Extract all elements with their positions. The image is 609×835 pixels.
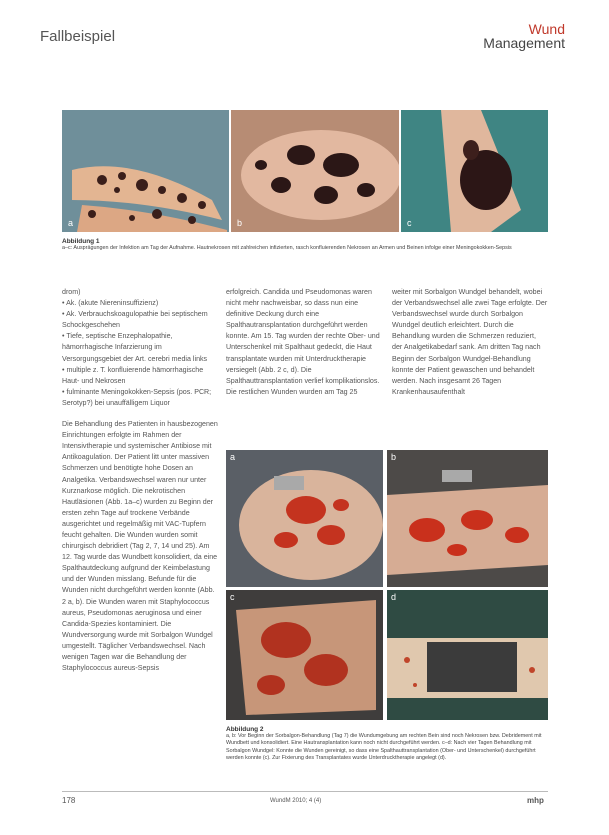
wound-before-image (226, 450, 383, 587)
figure2-caption-text: a, b: Vor Beginn der Sorbalgon-Behandlung (Tag 7) die Wundumgebung am rechten Bein sind noch Nekrosen bzw. Debridement mit Wundbett und konsolidiert. Eine Hautransplantation kann noch nicht durchgeführt werden. c–d: Nach vier Tagen Behandlung mit Sorbalgon Wundgel: Konnte die Wunden gereinigt, so dass eine Spalthauttransplantation (Ober- und Unterschenkel) durchgeführt werden konnte (c). Zur Fixierung des Transplantates wurde Unterdrucktherapie angelegt (d). (226, 733, 542, 762)
left-text-column (62, 287, 218, 674)
figure2-caption-title: Abbildung 2 (226, 726, 264, 733)
arm-necrosis-image (401, 110, 548, 232)
middle-text-column (226, 287, 382, 398)
panel-label: b (391, 452, 397, 462)
right-body-paragraph: weiter mit Sorbalgon Wundgel behandelt, wobei der Verbandswechsel alle zwei Tage erfolgte. Der Verbandswechsel wurde durch Sorbalgon Wundgel deutlich erleichtert. Durch die Behandlung wurden die Schmerzen reduziert, der Analgetikabedarf sank. Am dritten Tag nach Beginn der Sorbalgon Wundgel-Behandlung konnte der Patient gewaschen und behandelt werden. Nach insgesamt 26 Tagen Krankenhausaufenthalt (392, 288, 548, 396)
footer-rule (62, 791, 548, 792)
figure2-photo-d (387, 590, 548, 720)
left-lead-fragment: drom) (62, 288, 81, 296)
negative-pressure-dressing-image (387, 590, 548, 720)
figure2-photo-c (226, 590, 383, 720)
figure2-photo-b (387, 450, 548, 587)
middle-body-paragraph: erfolgreich. Candida und Pseudomonas waren nicht mehr nachweisbar, so dass nun eine definitive Deckung durch eine Spalthautransplantation durchgeführt werden konnte. Am 15. Tag wurden der rechte Ober- und Unterschenkel mit Spalthaut gedeckt, die Haut transplantate wurden mit Unterdrucktherapie versiegelt (Abb. 2 c, d). Die Spalthauttransplantation verlief komplikationslos. Die restlichen Wunden wurden am Tag 25 (226, 288, 380, 396)
figure1-caption-text: a–c: Ausprägungen der Infektion am Tag der Aufnahme. Hautnekrosen mit zahlreichen infizierten, rasch konfluierenden Nekrosen an Armen und Beinen infolge einer Meningokokken-Sepsis (62, 245, 512, 251)
journal-logo (483, 22, 565, 50)
figure1-photo-c (401, 110, 548, 232)
page-number: 178 (62, 796, 76, 805)
figure2-caption (226, 726, 548, 763)
figure1-photo-a (62, 110, 229, 232)
logo-word-bottom: Management (483, 35, 565, 51)
diagnosis-item: • Ak. (akute Niereninsuffizienz) (62, 299, 159, 308)
figure1-caption (62, 238, 548, 252)
section-title: Fallbeispiel (40, 28, 116, 45)
right-text-column (392, 287, 548, 398)
panel-label: b (237, 218, 243, 228)
issue-reference: WundM 2010; 4 (4) (270, 798, 322, 804)
logo-word-top: Wund (528, 21, 565, 37)
figure2-photo-a (226, 450, 383, 587)
figure1-caption-title: Abbildung 1 (62, 238, 100, 245)
panel-label: a (230, 452, 236, 462)
wound-before-detail-image (387, 450, 548, 587)
diagnosis-item: • Ak. Verbrauchskoagulopathie bei septischem Schockgeschehen (62, 310, 208, 330)
diagnosis-list (62, 298, 218, 409)
skin-graft-image (226, 590, 383, 720)
panel-label: d (391, 592, 397, 602)
legs-necrosis-image (62, 110, 229, 232)
thigh-necrosis-image (231, 110, 399, 232)
panel-label: c (407, 218, 412, 228)
left-body-paragraph: Die Behandlung des Patienten in hausbezogenen Einrichtungen erfolgte im Rahmen der Intensivtherapie und systemischer Antibiose mit Antikoagulation. Der Patient litt unter massiven Schmerzen und benötigte hohe Dosen an Analgetika. Verbandswechsel waren nur unter Kurznarkose möglich. Die nekrotischen Hautläsionen (Abb. 1a–c) wurden zu Beginn der ersten zehn Tage auf trockene Verbände ausgerichtet und regelmäßig mit VAC-Tupfern feucht gehalten. Die Wunden wurden somit chirurgisch debridiert (Tag 2, 7, 14 und 25). Am 12. Tag wurde das Wundbett konsolidiert, da eine Spalthautdeckung aufgrund der Keimbelastung und der Wunden misslang. Befunde für die Wunden nicht durchgeführt werden konnte (Abb. 2 a, b). Die Wunden waren mit Staphylococcus aureus, Pseudomonas aeruginosa und einer Candida-Spezies kontaminiert. Die Wundversorgung wurde mit Sorbalgon Wundgel umgestellt. Täglicher Verbandswechsel. Nach wenigen Tagen war die Behandlung der Staphylococcus aureus-Sepsis (62, 420, 218, 673)
diagnosis-item: • fulminante Meningokokken-Sepsis (pos. PCR; Serotyp?) bei unauffälligem Liquor (62, 387, 212, 407)
panel-label: c (230, 592, 235, 602)
publisher-logo: mhp (527, 796, 544, 805)
diagnosis-item: • multiple z. T. konfluierende hämorrhagische Haut- und Nekrosen (62, 365, 204, 385)
figure1-photo-b (231, 110, 399, 232)
diagnosis-item: • Tiefe, septische Enzephalopathie, hämorrhagische Infarzierung im Versorgungsgebiet der Art. cerebri media links (62, 332, 208, 363)
panel-label: a (68, 218, 74, 228)
